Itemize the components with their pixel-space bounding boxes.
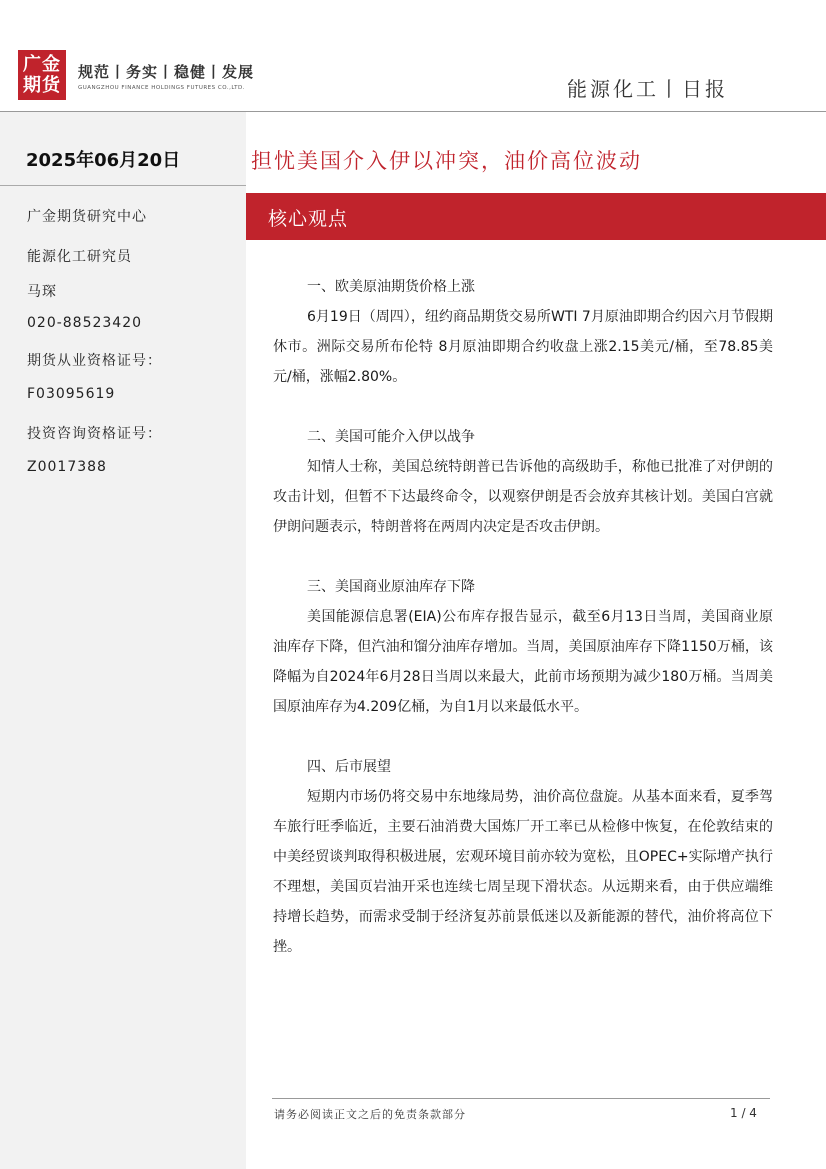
futures-license-number: F03095619 [27,386,116,402]
report-type: 能源化工丨日报 [567,77,728,101]
advisory-license-label: 投资咨询资格证号： [27,426,162,442]
footer-divider [272,1098,770,1099]
analyst-name: 马琛 [27,284,57,300]
section-heading: 二、美国可能介入伊以战争 [307,429,475,445]
section-heading: 三、美国商业原油库存下降 [307,579,475,595]
sidebar-panel [0,112,246,1169]
company-logo [18,50,66,100]
report-body [273,272,773,962]
research-center: 广金期货研究中心 [27,209,147,225]
section-paragraph: 短期内市场仍将交易中东地缘局势，油价高位盘旋。从基本面来看，夏季驾车旅行旺季临近，主要石油消费大国炼厂开工率已从检修中恢复，在伦敦结束的中美经贸谈判取得积极进展，宏观环境目前亦较为宽松，且OPEC+实际增产执行不理想，美国页岩油开采也连续七周呈现下滑状态。从远期来看，由于供应端维持增长趋势，而需求受制于经济复苏前景低迷以及新能源的替代，油价将高位下挫。 [273,789,773,955]
analyst-role: 能源化工研究员 [27,249,132,265]
logo-text-line2: 期货 [23,75,61,96]
report-date: 2025年06月20日 [26,150,181,171]
section-paragraph: 美国能源信息署(EIA)公布库存报告显示，截至6月13日当周，美国商业原油库存下降，但汽油和馏分油库存增加。当周，美国原油库存下降1150万桶，该降幅为自2024年6月28日当周以来最大，此前市场预期为减少180万桶。当周美国原油库存为4.209亿桶，为自1月以来最低水平。 [273,609,773,715]
disclaimer-note: 请务必阅读正文之后的免责条款部分 [274,1108,466,1121]
section-heading: 一、欧美原油期货价格上涨 [307,279,475,295]
analyst-phone: 020-88523420 [27,315,143,331]
core-heading: 核心观点 [268,208,349,230]
company-slogan: 规范丨务实丨稳健丨发展 [78,63,255,81]
section-heading: 四、后市展望 [307,759,391,775]
advisory-license-number: Z0017388 [27,459,107,475]
section-paragraph: 6月19日（周四），纽约商品期货交易所WTI 7月原油即期合约因六月节假期休市。洲际交易所布伦特 8月原油即期合约收盘上涨2.15美元/桶，至78.85美元/桶，涨幅2.80%。 [273,309,773,385]
sidebar-divider [0,185,246,186]
company-english-name: GUANGZHOU FINANCE HOLDINGS FUTURES CO.,LTD. [78,85,245,91]
report-title: 担忧美国介入伊以冲突，油价高位波动 [251,149,642,173]
page-number: 1 / 4 [730,1106,757,1120]
logo-text-line1: 广金 [23,54,61,75]
section-paragraph: 知情人士称，美国总统特朗普已告诉他的高级助手，称他已批准了对伊朗的攻击计划，但暂不下达最终命令，以观察伊朗是否会放弃其核计划。美国白宫就伊朗问题表示，特朗普将在两周内决定是否攻击伊朗。 [273,459,773,535]
header-divider [0,111,826,112]
futures-license-label: 期货从业资格证号： [27,353,162,369]
